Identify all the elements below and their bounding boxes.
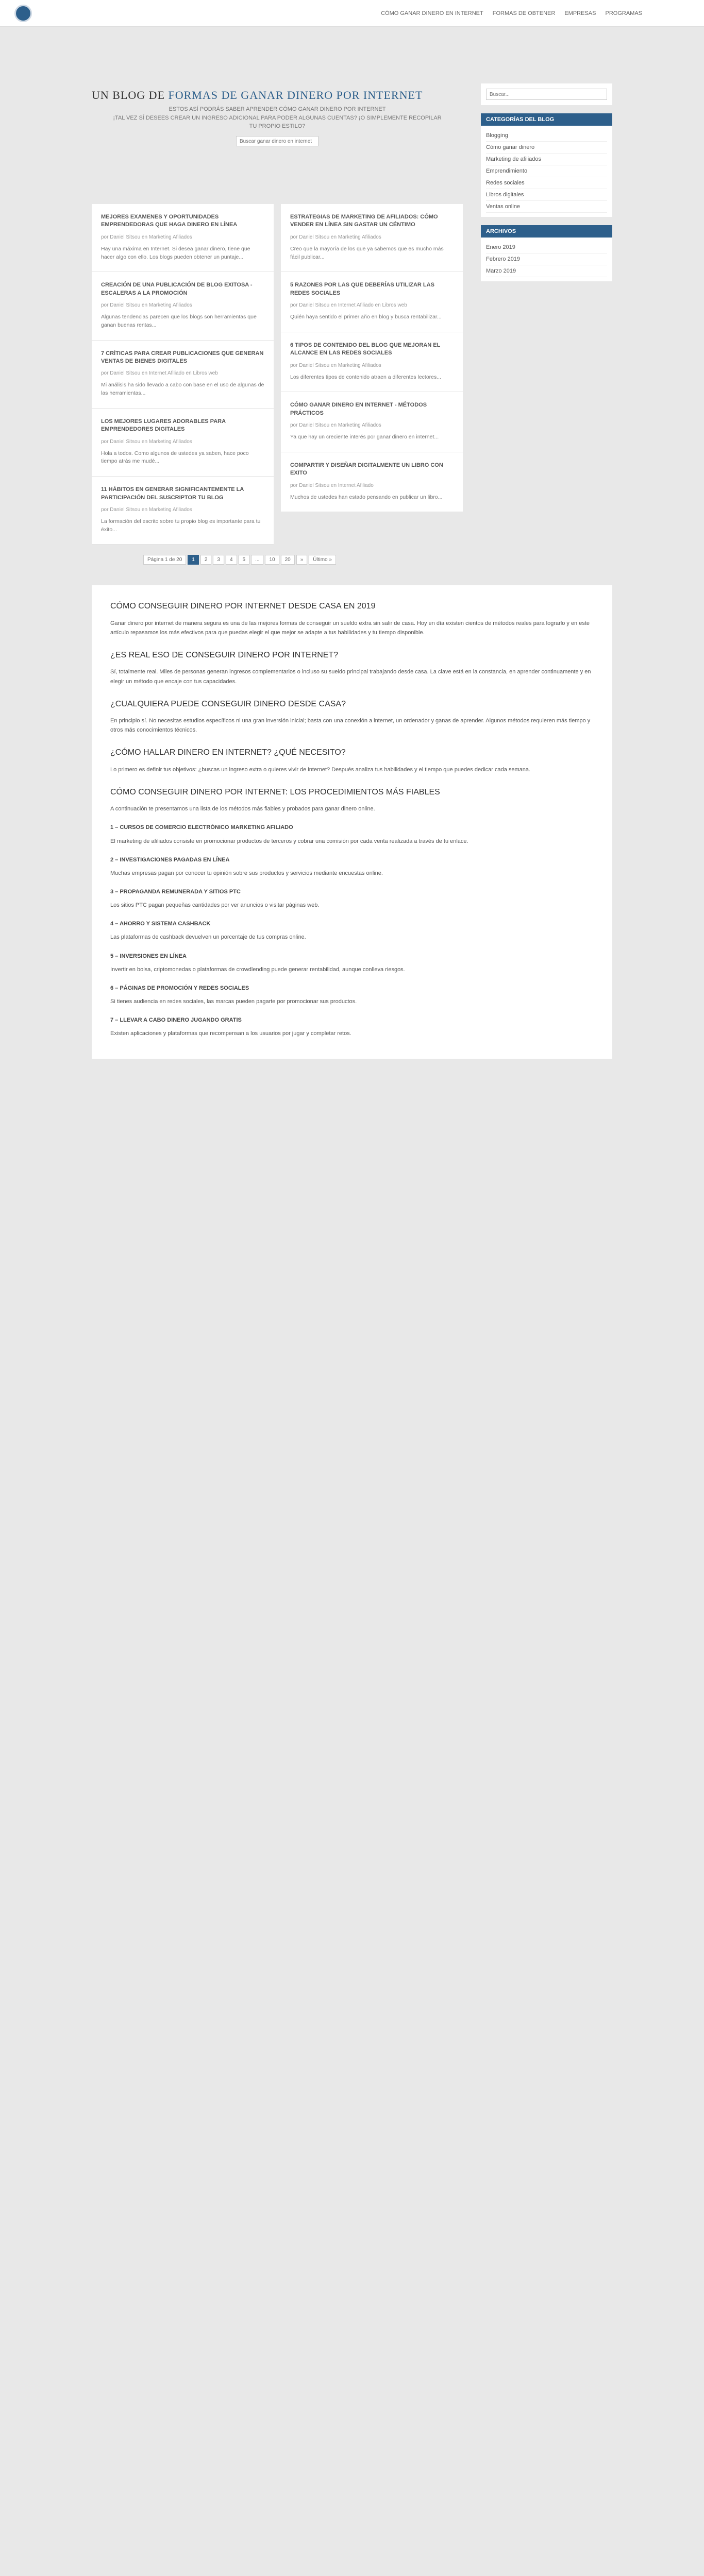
post-excerpt: Hay una máxima en Internet. Si desea ganar dinero, tiene que hacer algo con ello. Los blogs pueden obtener un puntaje... xyxy=(101,245,250,260)
post-card[interactable] xyxy=(92,272,274,340)
article-heading: ¿ES REAL ESO DE CONSEGUIR DINERO POR INTERNET? xyxy=(110,651,339,660)
method-heading: 2 – INVESTIGACIONES PAGADAS EN LÍNEA xyxy=(110,856,230,863)
page-link[interactable]: » xyxy=(296,555,308,565)
site-logo[interactable] xyxy=(14,5,32,22)
archive-link[interactable]: Marzo 2019 xyxy=(486,265,607,277)
post-card[interactable] xyxy=(281,272,463,332)
post-title[interactable]: 6 TIPOS DE CONTENIDO DEL BLOG QUE MEJORAN EL ALCANCE EN LAS REDES SOCIALES xyxy=(290,342,441,357)
post-card[interactable] xyxy=(281,204,463,272)
page-link[interactable]: 20 xyxy=(281,555,295,565)
post-card[interactable] xyxy=(281,332,463,393)
post-card[interactable] xyxy=(92,341,274,409)
post-card[interactable] xyxy=(281,452,463,513)
topnav-item[interactable]: FORMAS DE OBTENER xyxy=(492,10,556,16)
widget-title: ARCHIVOS xyxy=(481,225,612,238)
article-heading: ¿CÓMO HALLAR DINERO EN INTERNET? ¿QUÉ NECESITO? xyxy=(110,748,346,757)
post-meta: por Daniel Sitsou en Marketing Afiliados xyxy=(101,234,192,240)
post-meta: por Daniel Sitsou en Internet Afiliado xyxy=(290,482,374,488)
method-heading: 1 – CURSOS DE COMERCIO ELECTRÓNICO MARKETING AFILIADO xyxy=(110,824,293,831)
article-paragraph: Sí, totalmente real. Miles de personas generan ingresos complementarios o incluso su sueldo principal trabajando desde casa. La clave está en la constancia, en aprender continuamente y en elegir un método que encaje con tus capacidades. xyxy=(110,669,591,685)
post-excerpt: Algunas tendencias parecen que los blogs son herramientas que ganan buenas rentas... xyxy=(101,314,257,328)
category-link[interactable]: Ventas online xyxy=(486,201,607,213)
page-title: UN BLOG DE FORMAS DE GANAR DINERO POR INTERNET xyxy=(92,89,423,101)
post-meta: por Daniel Sitsou en Marketing Afiliados xyxy=(290,234,381,240)
category-link[interactable]: Marketing de afiliados xyxy=(486,154,607,165)
post-card[interactable] xyxy=(281,392,463,452)
archive-link[interactable]: Enero 2019 xyxy=(486,242,607,253)
method-paragraph: Las plataformas de cashback devuelven un porcentaje de tus compras online. xyxy=(110,934,306,941)
hero-search-input[interactable] xyxy=(236,136,319,146)
pagination xyxy=(143,555,612,565)
post-excerpt: Creo que la mayoría de los que ya sabemos que es mucho más fácil publicar... xyxy=(290,245,444,260)
page-link[interactable]: 5 xyxy=(239,555,250,565)
method-paragraph: Existen aplicaciones y plataformas que recompensan a los usuarios por jugar y completar retos. xyxy=(110,1030,351,1037)
page-link[interactable]: 10 xyxy=(265,555,279,565)
method-heading: 5 – INVERSIONES EN LÍNEA xyxy=(110,953,187,959)
topnav-item[interactable]: PROGRAMAS xyxy=(605,10,642,16)
post-title[interactable]: 11 HÁBITOS EN GENERAR SIGNIFICANTEMENTE LA PARTICIPACIÓN DEL SUSCRIPTOR TU BLOG xyxy=(101,486,244,501)
post-meta: por Daniel Sitsou en Marketing Afiliados xyxy=(101,302,192,309)
post-card[interactable] xyxy=(92,409,274,477)
method-heading: 4 – AHORRO Y SISTEMA CASHBACK xyxy=(110,921,211,927)
categories-widget xyxy=(481,113,612,217)
article-paragraph: Lo primero es definir tus objetivos: ¿buscas un ingreso extra o quieres vivir de internet? Después analiza tus habilidades y el tiempo que puedes dedicar cada semana. xyxy=(110,766,531,773)
topnav-item[interactable]: CÓMO GANAR DINERO EN INTERNET xyxy=(381,10,483,16)
method-paragraph: Muchas empresas pagan por conocer tu opinión sobre sus productos y servicios mediante encuestas online. xyxy=(110,870,383,876)
method-paragraph: Los sitios PTC pagan pequeñas cantidades por ver anuncios o visitar páginas web. xyxy=(110,902,320,909)
post-excerpt: Hola a todos. Como algunos de ustedes ya saben, hace poco tiempo atrás me mudé... xyxy=(101,450,249,465)
top-nav xyxy=(381,10,642,16)
post-card[interactable] xyxy=(92,204,274,272)
post-excerpt: Los diferentes tipos de contenido atraen a diferentes lectores... xyxy=(290,374,442,380)
page-link[interactable]: ... xyxy=(251,555,263,565)
article-paragraph: Ganar dinero por internet de manera segura es una de las mejores formas de conseguir un sueldo extra sin salir de casa. Hoy en día existen cientos de métodos reales para lograrlo y en este artículo repasamos los más efectivos para que puedas elegir el que mejor se adapte a tus habilidades y tu tiempo disponible. xyxy=(110,620,590,636)
sidebar-search-input[interactable] xyxy=(486,89,607,100)
archive-link[interactable]: Febrero 2019 xyxy=(486,253,607,265)
method-paragraph: Invertir en bolsa, criptomonedas o plataformas de crowdlending puede generar rentabilidad, aunque conlleva riesgos. xyxy=(110,966,405,973)
page-link[interactable]: 2 xyxy=(200,555,212,565)
article-heading: CÓMO CONSEGUIR DINERO POR INTERNET DESDE CASA EN 2019 xyxy=(110,602,376,611)
article-paragraph: En principio sí. No necesitas estudios específicos ni una gran inversión inicial; basta con una conexión a internet, un ordenador y ganas de aprender. Algunos métodos requieren más tiempo y otros más conocimientos técnicos. xyxy=(110,718,591,734)
category-link[interactable]: Libros digitales xyxy=(486,189,607,201)
article-heading: CÓMO CONSEGUIR DINERO POR INTERNET: LOS PROCEDIMIENTOS MÁS FIABLES xyxy=(110,787,440,796)
post-title[interactable]: CÓMO GANAR DINERO EN INTERNET - MÉTODOS PRÁCTICOS xyxy=(290,402,427,416)
method-paragraph: El marketing de afiliados consiste en promocionar productos de terceros y cobrar una comisión por cada venta realizada a través de tu enlace. xyxy=(110,838,468,844)
hero-subtitle: ESTOS ASÍ PODRÁS SABER APRENDER CÓMO GANAR DINERO POR INTERNET ¡TAL VEZ SÍ DESEES CREAR UN INGRESO ADICIONAL PARA PODER ALGUNAS CUENTAS? ¡O SIMPLEMENTE RECOPILAR TU PROPIO ESTILO? xyxy=(113,106,442,129)
page-link[interactable]: Página 1 de 20 xyxy=(143,555,186,565)
page-link[interactable]: Último » xyxy=(309,555,336,565)
post-meta: por Daniel Sitsou en Marketing Afiliados xyxy=(290,362,381,368)
category-link[interactable]: Redes sociales xyxy=(486,177,607,189)
post-title[interactable]: COMPARTIR Y DISEÑAR DIGITALMENTE UN LIBRO CON EXITO xyxy=(290,462,443,477)
post-title[interactable]: 5 RAZONES POR LAS QUE DEBERÍAS UTILIZAR LAS REDES SOCIALES xyxy=(290,282,434,296)
method-heading: 3 – PROPAGANDA REMUNERADA Y SITIOS PTC xyxy=(110,889,241,895)
category-link[interactable]: Emprendimiento xyxy=(486,165,607,177)
post-card[interactable] xyxy=(92,477,274,545)
method-paragraph: Si tienes audiencia en redes sociales, las marcas pueden pagarte por promocionar sus productos. xyxy=(110,998,357,1005)
category-link[interactable]: Blogging xyxy=(486,130,607,142)
top-bar xyxy=(0,0,704,27)
post-title[interactable]: ESTRATEGIAS DE MARKETING DE AFILIADOS: CÓMO VENDER EN LÍNEA SIN GASTAR UN CÉNTIMO xyxy=(290,214,438,228)
article-heading: ¿CUALQUIERA PUEDE CONSEGUIR DINERO DESDE CASA? xyxy=(110,699,346,708)
category-link[interactable]: Cómo ganar dinero xyxy=(486,142,607,154)
post-grid xyxy=(92,204,463,545)
hero xyxy=(92,27,463,158)
method-heading: 7 – LLEVAR A CABO DINERO JUGANDO GRATIS xyxy=(110,1017,242,1024)
post-meta: por Daniel Sitsou en Internet Afiliado en Libros web xyxy=(101,370,218,377)
sidebar xyxy=(481,83,612,290)
topnav-item[interactable]: EMPRESAS xyxy=(564,10,596,16)
post-title[interactable]: LOS MEJORES LUGARES ADORABLES PARA EMPRENDEDORES DIGITALES xyxy=(101,418,226,433)
post-meta: por Daniel Sitsou en Marketing Afiliados xyxy=(290,422,381,429)
archives-widget xyxy=(481,225,612,281)
page-link[interactable]: 4 xyxy=(226,555,237,565)
post-excerpt: Muchos de ustedes han estado pensando en publicar un libro... xyxy=(290,494,443,500)
article-paragraph: A continuación te presentamos una lista de los métodos más fiables y probados para ganar dinero online. xyxy=(110,806,375,812)
post-title[interactable]: CREACIÓN DE UNA PUBLICACIÓN DE BLOG EXITOSA - ESCALERAS A LA PROMOCIÓN xyxy=(101,282,253,296)
post-excerpt: Ya que hay un creciente interés por ganar dinero en internet... xyxy=(290,434,439,440)
article xyxy=(92,585,612,1059)
post-excerpt: La formación del escrito sobre tu propio blog es importante para tu éxito... xyxy=(101,518,261,533)
post-excerpt: Mi análisis ha sido llevado a cabo con base en el uso de algunas de las herramientas... xyxy=(101,382,264,397)
page-link[interactable]: 1 xyxy=(188,555,199,565)
post-meta: por Daniel Sitsou en Marketing Afiliados xyxy=(101,506,192,513)
method-heading: 6 – PÁGINAS DE PROMOCIÓN Y REDES SOCIALES xyxy=(110,985,249,991)
post-meta: por Daniel Sitsou en Internet Afiliado en Libros web xyxy=(290,302,407,309)
post-title[interactable]: 7 CRÍTICAS PARA CREAR PUBLICACIONES QUE GENERAN VENTAS DE BIENES DIGITALES xyxy=(101,350,264,364)
post-excerpt: Quién haya sentido el primer año en blog y busca rentabilizar... xyxy=(290,314,442,320)
page-link[interactable]: 3 xyxy=(213,555,224,565)
post-meta: por Daniel Sitsou en Marketing Afiliados xyxy=(101,438,192,445)
widget-title: CATEGORÍAS DEL BLOG xyxy=(481,113,612,126)
post-title[interactable]: MEJORES EXAMENES Y OPORTUNIDADES EMPRENDEDORAS QUE HAGA DINERO EN LÍNEA xyxy=(101,214,238,228)
